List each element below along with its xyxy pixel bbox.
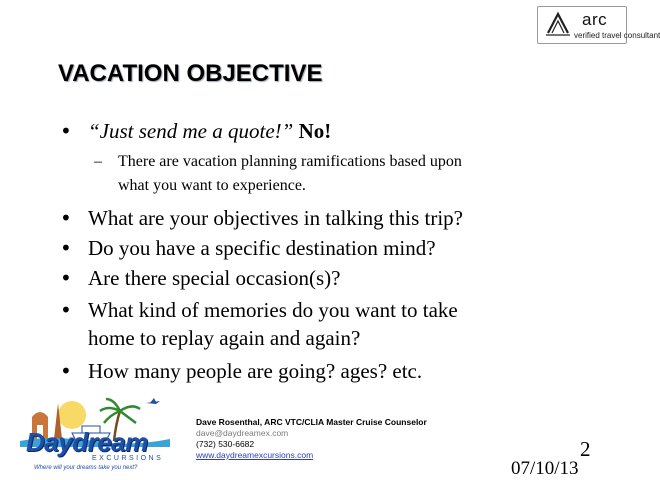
bullet-glyph: • [60, 236, 72, 260]
contact-email[interactable]: dave@daydreamex.com [196, 428, 289, 438]
daydream-brand-sub: EXCURSIONS [92, 455, 164, 462]
daydream-tagline: Where will your dreams take you next? [34, 465, 138, 471]
contact-website-link[interactable]: www.daydreamexcursions.com [196, 450, 314, 460]
bullet-emphasis: No! [298, 119, 332, 143]
contact-name: Dave Rosenthal, ARC VTC/CLIA Master Cruise Counselor [196, 417, 427, 427]
bullet-glyph: • [60, 298, 72, 322]
sub-bullet-glyph: – [94, 153, 102, 170]
bullet-glyph: • [60, 359, 72, 383]
bullet-text: How many people are going? ages? etc. [88, 359, 423, 383]
arc-wordmark: arc [582, 10, 608, 29]
bullet-quote: “Just send me a quote!” [88, 119, 294, 143]
contact-block [196, 417, 427, 461]
arc-emblem-icon [544, 11, 572, 39]
sub-bullet-line-1: There are vacation planning ramifications based upon [118, 153, 462, 170]
sub-bullet-line-2: what you want to experience. [118, 177, 306, 194]
bullet-text: What are your objectives in talking this trip? [88, 206, 463, 230]
bullet-glyph: • [60, 266, 72, 290]
bullet-text: Are there special occasion(s)? [88, 266, 341, 290]
bullet-text-line-2: home to replay again and again? [88, 326, 361, 350]
bullet-text-line-1: What kind of memories do you want to take [88, 298, 458, 322]
contact-phone: (732) 530-6682 [196, 439, 255, 449]
bullet-glyph: • [60, 119, 72, 143]
bullet-text: Do you have a specific destination mind? [88, 236, 436, 260]
slide-date: 07/10/13 [511, 458, 579, 479]
slide-title: VACATION OBJECTIVE [58, 60, 323, 87]
arc-logo [537, 6, 660, 44]
page-number: 2 [580, 437, 591, 461]
bullet-glyph: • [60, 206, 72, 230]
arc-tagline: verified travel consultant [574, 31, 660, 40]
daydream-brand: Daydream [26, 427, 148, 457]
